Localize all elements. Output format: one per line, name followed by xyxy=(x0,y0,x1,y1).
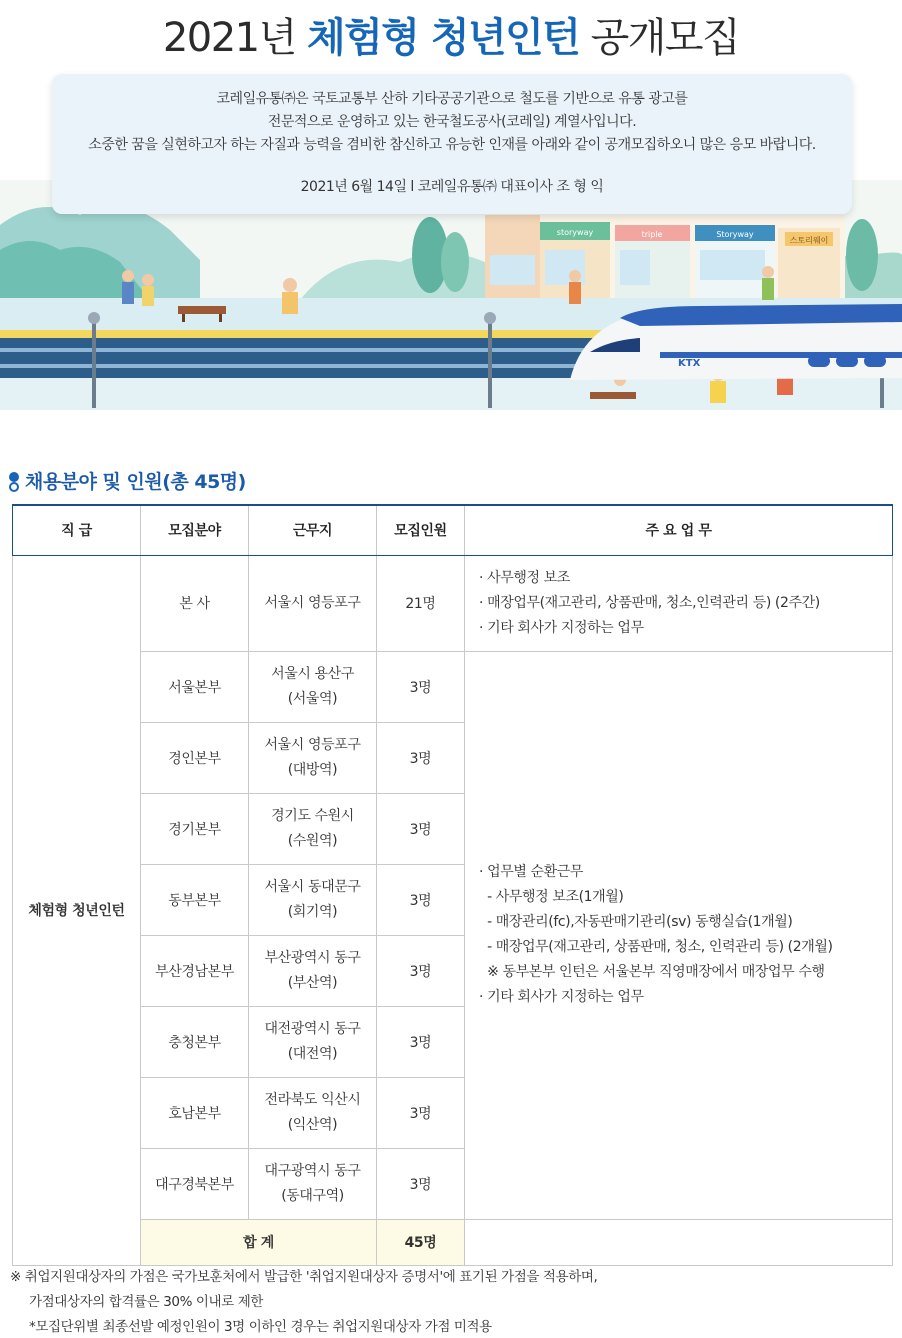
recruitment-table xyxy=(12,504,893,1266)
count-cell: 21명 xyxy=(377,555,465,651)
person-1 xyxy=(122,270,134,282)
location-line-2: (익산역) xyxy=(287,1116,338,1133)
location-line-2: (동대구역) xyxy=(281,1187,344,1204)
field-cell: 대구경북본부 xyxy=(141,1148,249,1219)
header-count: 모집인원 xyxy=(377,505,465,555)
duty-line: - 사무행정 보조(1개월) xyxy=(479,889,624,905)
total-blank-cell xyxy=(465,1219,893,1265)
location-line-2: (서울역) xyxy=(287,690,338,707)
lower-platform xyxy=(0,378,902,410)
footnote-line-3: *모집단위별 최종선발 예정인원이 3명 이하인 경우는 취업지원대상자 가점 미적용 xyxy=(29,1319,492,1335)
header-duties: 주 요 업 무 xyxy=(465,505,893,555)
header-location: 근무지 xyxy=(249,505,377,555)
count-cell: 3명 xyxy=(377,1077,465,1148)
person-2 xyxy=(142,274,154,286)
location-cell xyxy=(249,722,377,793)
bench-1 xyxy=(178,306,226,314)
tree-2 xyxy=(441,232,469,292)
header-banner xyxy=(0,0,902,410)
footnote-line-1: ※ 취업지원대상자의 가점은 국가보훈처에서 발급한 '취업지원대상자 증명서'에 표기된 가점을 적용하며, xyxy=(10,1269,598,1285)
count-cell: 3명 xyxy=(377,793,465,864)
title-emphasis: 체험형 청년인턴 xyxy=(306,15,580,61)
store-sign-3: Storyway xyxy=(716,230,754,239)
lamp-post-1 xyxy=(92,318,96,408)
notice-signature: 2021년 6월 14일 l 코레일유통㈜ 대표이사 조 형 익 xyxy=(300,179,604,195)
field-cell: 경인본부 xyxy=(141,722,249,793)
section-heading xyxy=(8,467,246,494)
bench-2 xyxy=(590,392,636,399)
count-cell: 3명 xyxy=(377,935,465,1006)
location-line-2: (대방역) xyxy=(287,761,338,778)
location-cell xyxy=(249,1148,377,1219)
notice-line-2: 전문적으로 운영하고 있는 한국철도공사(코레일) 계열사입니다. xyxy=(267,114,637,130)
location-line-1: 서울시 영등포구 xyxy=(264,736,361,753)
location-line-2: (수원역) xyxy=(287,832,338,849)
location-line-1: 서울시 용산구 xyxy=(271,665,354,682)
location-cell xyxy=(249,1006,377,1077)
rank-cell: 체험형 청년인턴 xyxy=(13,555,141,1265)
location-line-1: 경기도 수원시 xyxy=(271,807,354,824)
person-3 xyxy=(283,278,297,292)
notice-line-1: 코레일유통㈜은 국토교통부 산하 기타공공기관으로 철도를 기반으로 유통 광고를 xyxy=(216,91,688,107)
total-count: 45명 xyxy=(377,1219,465,1265)
location-line-1: 서울시 영등포구 xyxy=(264,594,361,611)
field-cell: 충청본부 xyxy=(141,1006,249,1077)
section-title: 채용분야 및 인원(총 45명) xyxy=(25,471,246,493)
count-cell: 3명 xyxy=(377,651,465,722)
location-cell xyxy=(249,1077,377,1148)
location-line-2: (회기역) xyxy=(287,903,338,920)
page-title xyxy=(0,10,902,66)
table-row xyxy=(13,555,893,651)
location-line-1: 부산광역시 동구 xyxy=(264,949,361,966)
duty-line: ※ 동부본부 인턴은 서울본부 직영매장에서 매장업무 수행 xyxy=(479,964,825,980)
location-line-2: (부산역) xyxy=(287,974,338,991)
location-line-2: (대전역) xyxy=(287,1045,338,1062)
count-cell: 3명 xyxy=(377,1006,465,1077)
title-prefix: 2021년 xyxy=(162,15,307,61)
footnote-line-2: 가점대상자의 합격률은 30% 이내로 제한 xyxy=(29,1294,263,1310)
duty-line: - 매장관리(fc),자동판매기관리(sv) 동행실습(1개월) xyxy=(479,914,793,930)
field-cell: 본 사 xyxy=(141,555,249,651)
field-cell: 호남본부 xyxy=(141,1077,249,1148)
footnotes xyxy=(10,1265,597,1338)
location-cell xyxy=(249,935,377,1006)
table-row xyxy=(13,651,893,722)
field-cell: 동부본부 xyxy=(141,864,249,935)
header-field: 모집분야 xyxy=(141,505,249,555)
location-cell xyxy=(249,651,377,722)
duty-line: · 기타 회사가 지정하는 업무 xyxy=(479,619,644,636)
location-line-1: 전라북도 익산시 xyxy=(264,1091,361,1108)
duty-line: · 매장업무(재고관리, 상품판매, 청소,인력관리 등) (2주간) xyxy=(479,594,820,611)
duty-line: - 매장업무(재고관리, 상품판매, 청소, 인력관리 등) (2개월) xyxy=(479,939,833,955)
location-cell xyxy=(249,864,377,935)
title-suffix: 공개모집 xyxy=(579,15,740,61)
store-sign-2: triple xyxy=(641,230,663,239)
notice-line-3: 소중한 꿈을 실현하고자 하는 자질과 능력을 겸비한 참신하고 유능한 인재를 아래와 같이 공개모집하오니 많은 응모 바랍니다. xyxy=(88,137,816,153)
location-cell xyxy=(249,793,377,864)
field-cell: 경기본부 xyxy=(141,793,249,864)
store-sign-1: storyway xyxy=(556,228,594,237)
regional-duties-cell xyxy=(465,651,893,1219)
person-4 xyxy=(569,270,581,282)
count-cell: 3명 xyxy=(377,864,465,935)
tree-3 xyxy=(846,219,878,291)
lamp-post-2 xyxy=(488,318,492,408)
hq-duties-cell xyxy=(465,555,893,651)
location-line-1: 서울시 동대문구 xyxy=(264,878,361,895)
store-sign-4: 스토리웨이 xyxy=(789,236,829,245)
location-line-1: 대전광역시 동구 xyxy=(264,1020,361,1037)
location-line-1: 대구광역시 동구 xyxy=(264,1162,361,1179)
count-cell: 3명 xyxy=(377,722,465,793)
count-cell: 3명 xyxy=(377,1148,465,1219)
section-bullet-icon xyxy=(8,470,20,492)
field-cell: 부산경남본부 xyxy=(141,935,249,1006)
person-5 xyxy=(762,266,774,278)
location-cell xyxy=(249,555,377,651)
notice-box xyxy=(52,74,852,214)
table-header-row xyxy=(13,505,893,555)
duty-line: · 사무행정 보조 xyxy=(479,569,570,586)
duty-line: · 기타 회사가 지정하는 업무 xyxy=(479,989,644,1005)
total-label: 합 계 xyxy=(141,1219,377,1265)
total-row xyxy=(13,1219,893,1265)
train-label: KTX xyxy=(678,358,701,369)
duty-line: · 업무별 순환근무 xyxy=(479,864,584,880)
header-rank: 직 급 xyxy=(13,505,141,555)
field-cell: 서울본부 xyxy=(141,651,249,722)
